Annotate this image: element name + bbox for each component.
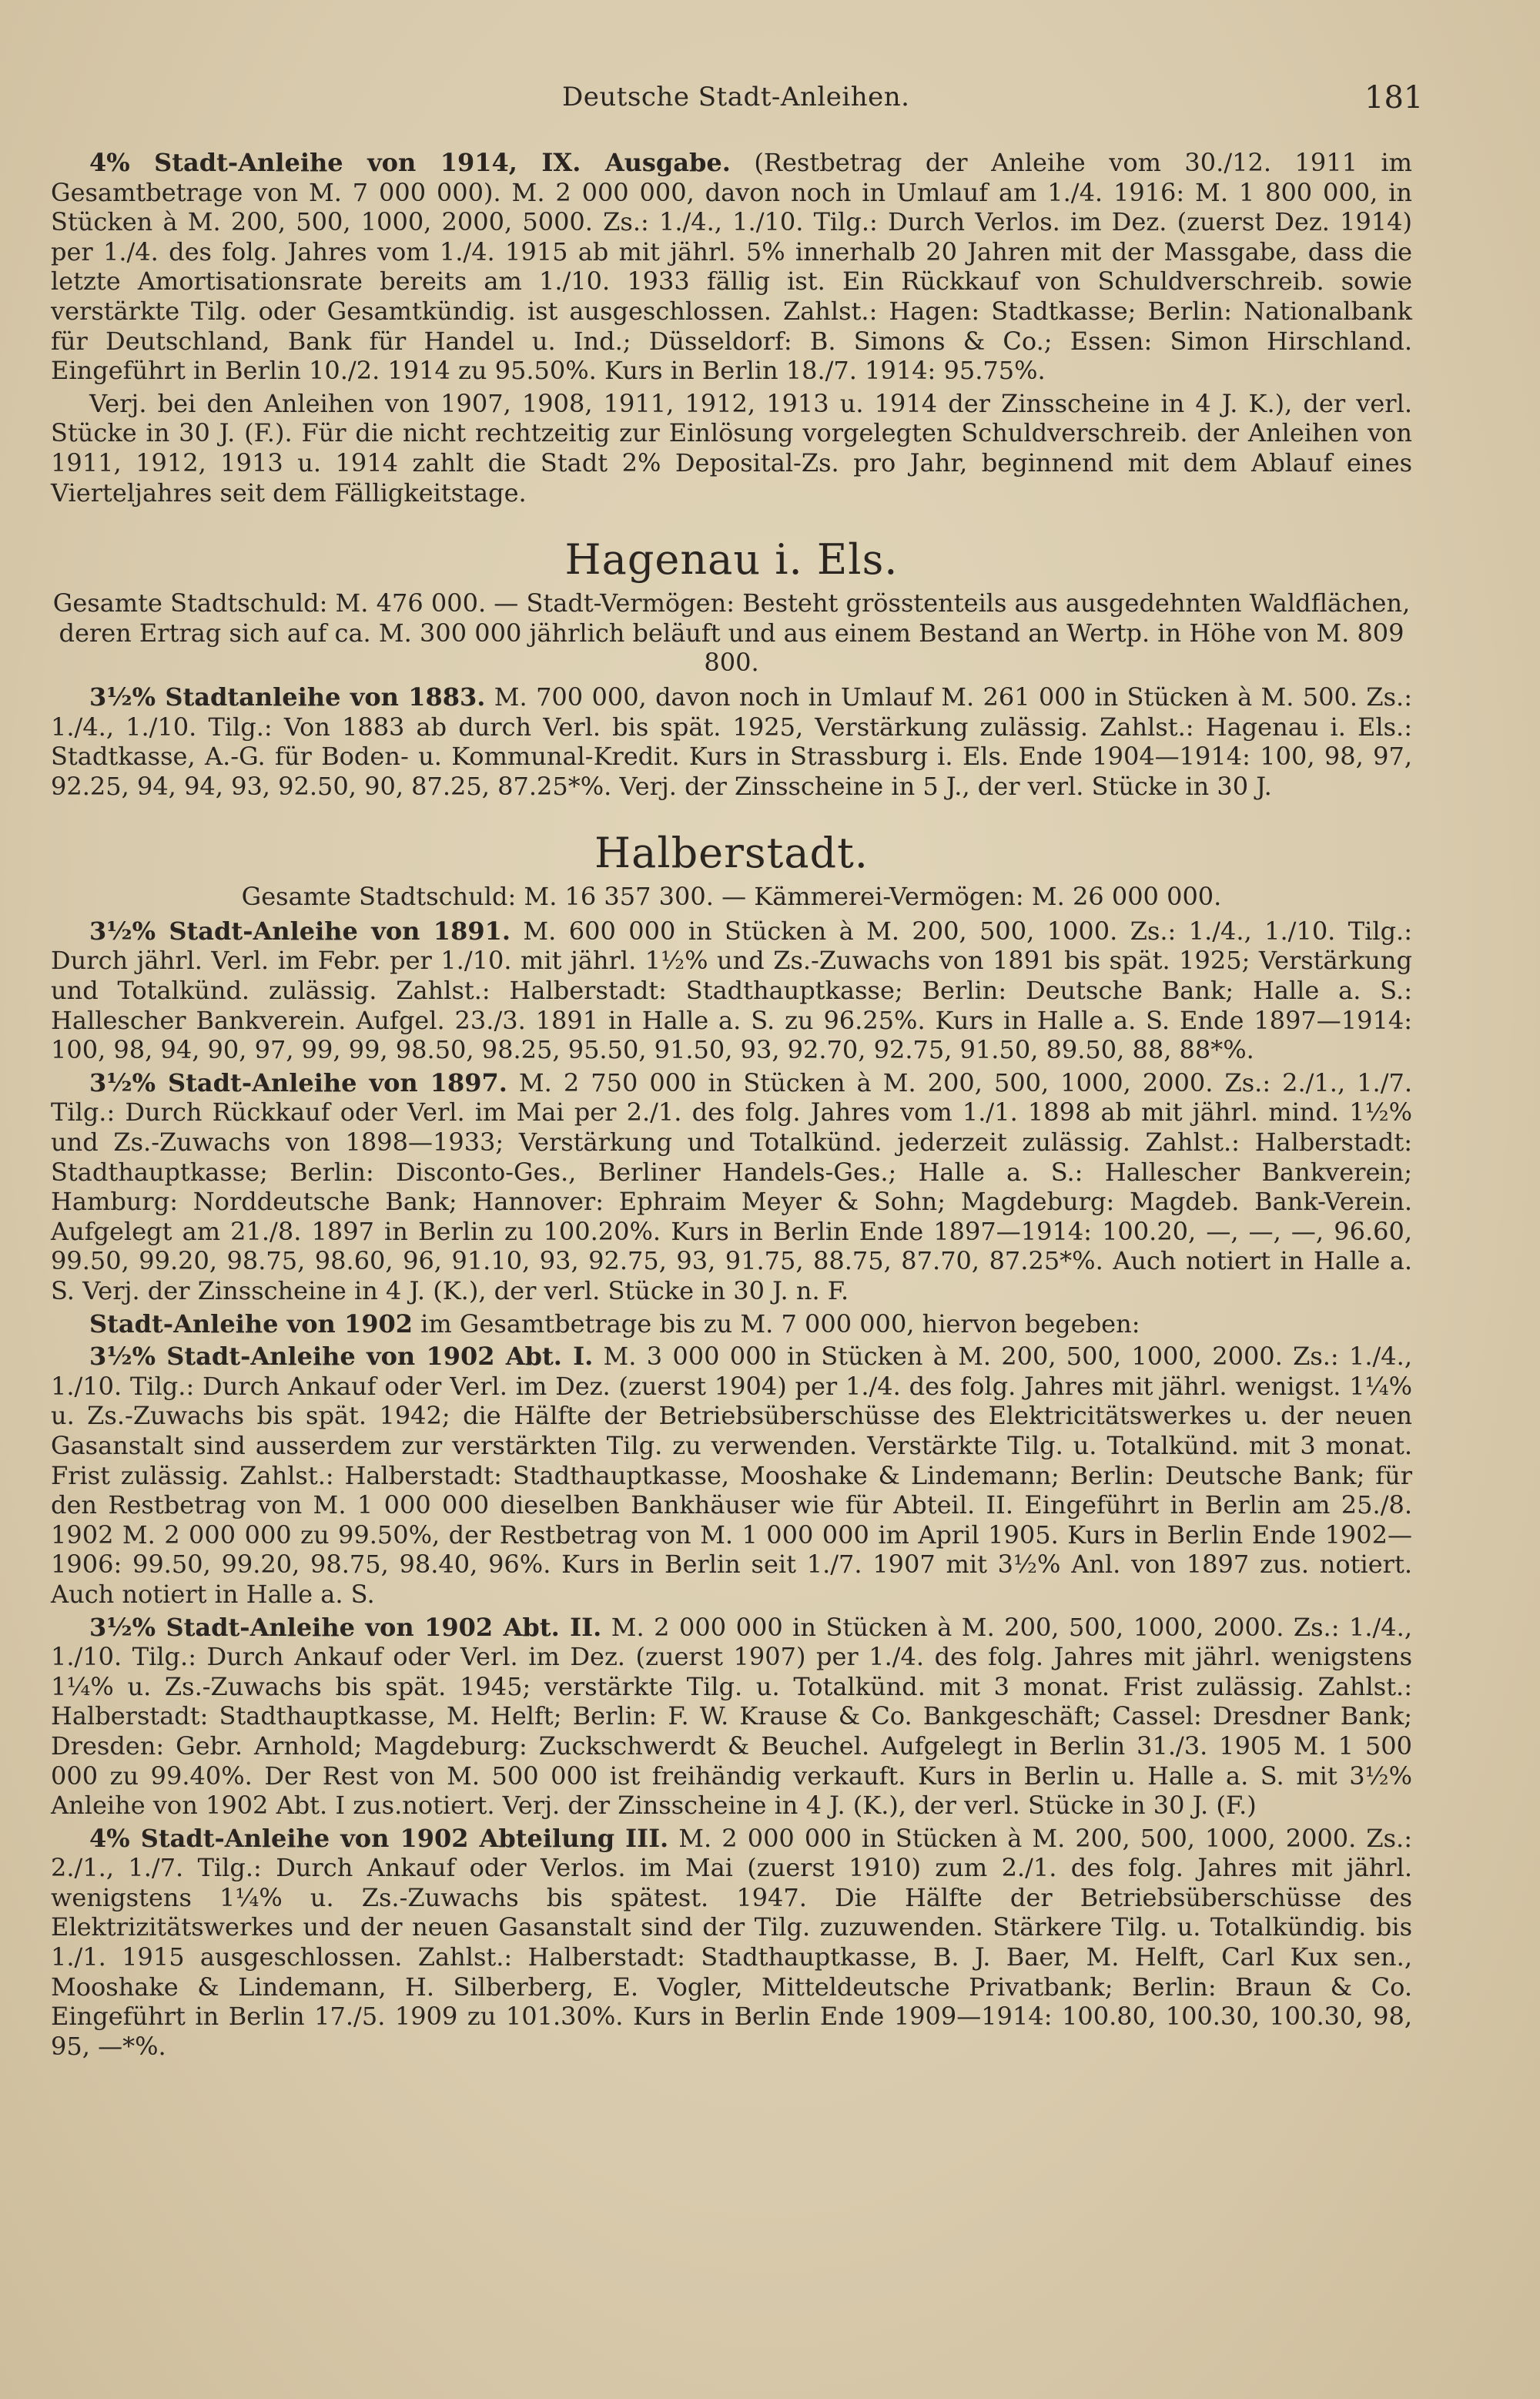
bond-text: M. 600 000 in Stücken à M. 200, 500, 1000. Zs.: 1./4., 1./10. Tilg.: Durch jährl. Verl. im Febr. per 1./10. mit jährl. 1½% und Zs.-Zuwachs von 1891 bis spät. 1925; Verstärkung und Totalkünd. zulässig. Zahlst.: Halberstadt: Stadthauptkasse; Berlin: Deutsche Bank; Halle a. S.: Hallescher Bankverein. Aufgel. 23./3. 1891 in Halle a. S. zu 96.25%. Kurs in Halle a. S. Ende 1897—1914: 100, 98, 94, 90, 97, 99, 99, 98.50, 98.25, 95.50, 91.50, 93, 92.70, 92.75, 91.50, 89.50, 88, 88*%. <box>51 916 1413 1065</box>
paragraph-halberstadt-1902-abt1 <box>51 1342 1412 1609</box>
city-heading-halberstadt: Halberstadt. <box>594 829 869 878</box>
bond-text: M. 700 000, davon noch in Umlauf M. 261 000 in Stücken à M. 500. Zs.: 1./4., 1./10. Tilg.: Von 1883 ab durch Verl. bis spät. 1925, Verstärkung zulässig. Zahlst.: Hagenau i. Els.: Stadtkasse, A.-G. für Boden- u. Kommunal-Kredit. Kurs in Strassburg i. Els. Ende 1904—1914: 100, 98, 97, 92.25, 94, 94, 93, 92.50, 90, 87.25, 87.25*%. Verj. der Zinsscheine in 5 J., der verl. Stücke in 30 J. <box>51 682 1413 801</box>
bond-heading: Stadt-Anleihe von 1902 <box>89 1308 413 1339</box>
bond-heading: 3½% Stadt-Anleihe von 1897. <box>89 1067 507 1097</box>
paragraph-halberstadt-1891 <box>51 916 1412 1065</box>
paragraph-hagenau-1883 <box>51 682 1412 801</box>
bond-heading: 3½% Stadtanleihe von 1883. <box>89 682 486 712</box>
bond-heading: 4% Stadt-Anleihe von 1902 Abteilung III. <box>89 1823 669 1853</box>
bond-heading: 3½% Stadt-Anleihe von 1902 Abt. II. <box>89 1612 602 1642</box>
paragraph-verjaehrung: Verj. bei den Anleihen von 1907, 1908, 1911, 1912, 1913 u. 1914 der Zinsscheine in 4 J. K.), der verl. Stücke in 30 J. (F.). Für die nicht rechtzeitig zur Einlösung vorgelegten Schuldverschreib. der Anleihen von 1911, 1912, 1913 u. 1914 zahlt die Stadt 2% Deposital-Zs. pro Jahr, beginnend mit dem Ablauf eines Vierteljahres seit dem Fälligkeitstage. <box>51 388 1412 508</box>
bond-text: M. 2 000 000 in Stücken à M. 200, 500, 1000, 2000. Zs.: 1./4., 1./10. Tilg.: Durch Ankauf oder Verl. im Dez. (zuerst 1907) per 1./4. des folg. Jahres mit jährl. wenigstens 1¼% u. Zs.-Zuwachs bis spät. 1945; verstärkte Tilg. u. Totalkünd. mit 3 monat. Frist zulässig. Zahlst.: Halberstadt: Stadthauptkasse, M. Helft; Berlin: F. W. Krause & Co. Bankgeschäft; Cassel: Dresdner Bank; Dresden: Gebr. Arnhold; Magdeburg: Zuckschwerdt & Beuchel. Aufgelegt in Berlin 31./3. 1905 M. 1 500 000 zu 99.40%. Der Rest von M. 500 000 ist freihändig verkauft. Kurs in Berlin u. Halle a. S. mit 3½% Anleihe von 1902 Abt. I zus.notiert. Verj. der Zinsscheine in 4 J. (K.), der verl. Stücke in 30 J. (F.) <box>51 1612 1413 1821</box>
bond-heading: 3½% Stadt-Anleihe von 1902 Abt. I. <box>89 1342 594 1372</box>
paragraph-halberstadt-1897 <box>51 1068 1412 1306</box>
city-intro-halberstadt: Gesamte Stadtschuld: M. 16 357 300. — Kämmerei-Vermögen: M. 26 000 000. <box>241 882 1222 912</box>
bond-text: M. 2 750 000 in Stücken à M. 200, 500, 1000, 2000. Zs.: 2./1., 1./7. Tilg.: Durch Rückkauf oder Verl. im Mai per 2./1. des folg. Jahres vom 1./1. 1898 ab mit jährl. mind. 1½% und Zs.-Zuwachs von 1898—1933; Verstärkung und Totalkünd. jederzeit zulässig. Zahlst.: Halberstadt: Stadthauptkasse; Berlin: Disconto-Ges., Berliner Handels-Ges.; Halle a. S.: Hallescher Bankverein; Hamburg: Norddeutsche Bank; Hannover: Ephraim Meyer & Sohn; Magdeburg: Magdeb. Bank-Verein. Aufgelegt am 21./8. 1897 in Berlin zu 100.20%. Kurs in Berlin Ende 1897—1914: 100.20, —, —, —, 96.60, 99.50, 99.20, 98.75, 98.60, 96, 91.10, 93, 92.75, 93, 91.75, 88.75, 87.70, 87.25*%. Auch notiert in Halle a. S. Verj. der Zinsscheine in 4 J. (K.), der verl. Stücke in 30 J. n. F. <box>51 1067 1413 1305</box>
bond-text: M. 3 000 000 in Stücken à M. 200, 500, 1000, 2000. Zs.: 1./4., 1./10. Tilg.: Durch Ankauf oder Verl. im Dez. (zuerst 1904) per 1./4. des folg. Jahres mit jährl. wenigst. 1¼% u. Zs.-Zuwachs bis spät. 1942; die Hälfte der Betriebsüberschüsse des Elektricitätswerkes u. der neuen Gasanstalt sind ausserdem zur verstärkten Tilg. zu verwenden. Verstärkte Tilg. u. Totalkünd. mit 3 monat. Frist zulässig. Zahlst.: Halberstadt: Stadthauptkasse, Mooshake & Lindemann; Berlin: Deutsche Bank; für den Restbetrag von M. 1 000 000 dieselben Bankhäuser wie für Abteil. II. Eingeführt in Berlin am 25./8. 1902 M. 2 000 000 zu 99.50%, der Restbetrag von M. 1 000 000 im April 1905. Kurs in Berlin Ende 1902—1906: 99.50, 99.20, 98.75, 98.40, 96%. Kurs in Berlin seit 1./7. 1907 mit 3½% Anl. von 1897 zus. notiert. Auch notiert in Halle a. S. <box>51 1342 1413 1609</box>
bond-heading: 4% Stadt-Anleihe von 1914, IX. Ausgabe. <box>89 148 731 177</box>
bond-text: (Restbetrag der Anleihe vom 30./12. 1911 im Gesamtbetrage von M. 7 000 000). M. 2 000 000, davon noch in Umlauf am 1./4. 1916: M. 1 800 000, in Stücken à M. 200, 500, 1000, 2000, 5000. Zs.: 1./4., 1./10. Tilg.: Durch Verlos. im Dez. (zuerst Dez. 1914) per 1./4. des folg. Jahres vom 1./4. 1915 ab mit jährl. 5% innerhalb 20 Jahren mit der Massgabe, dass die letzte Amortisationsrate bereits am 1./10. 1933 fällig ist. Ein Rückkauf von Schuldverschreib. sowie verstärkte Tilg. oder Gesamtkündig. ist ausgeschlossen. Zahlst.: Hagen: Stadtkasse; Berlin: Nationalbank für Deutschland, Bank für Handel u. Ind.; Düsseldorf: B. Simons & Co.; Essen: Simon Hirschland. Eingeführt in Berlin 10./2. 1914 zu 95.50%. Kurs in Berlin 18./7. 1914: 95.75%. <box>51 148 1412 386</box>
paragraph-halberstadt-1902 <box>51 1309 1412 1339</box>
bond-text: M. 2 000 000 in Stücken à M. 200, 500, 1000, 2000. Zs.: 2./1., 1./7. Tilg.: Durch Ankauf oder Verlos. im Mai (zuerst 1910) zum 2./1. des folg. Jahres mit jährl. wenigstens 1¼% u. Zs.-Zuwachs bis spätest. 1947. Die Hälfte der Betriebsüberschüsse des Elektrizitätswerkes und der neuen Gasanstalt sind der Tilg. zuzuwenden. Stärkere Tilg. u. Totalkündig. bis 1./1. 1915 ausgeschlossen. Zahlst.: Halberstadt: Stadthauptkasse, B. J. Baer, M. Helft, Carl Kux sen., Mooshake & Lindemann, H. Silberberg, E. Vogler, Mitteldeutsche Privatbank; Berlin: Braun & Co. Eingeführt in Berlin 17./5. 1909 zu 101.30%. Kurs in Berlin Ende 1909—1914: 100.80, 100.30, 100.30, 98, 95, —*%. <box>51 1823 1413 2061</box>
bond-heading: 3½% Stadt-Anleihe von 1891. <box>89 916 511 946</box>
paragraph-hagen-1914 <box>51 148 1412 386</box>
running-title: Deutsche Stadt-Anleihen. <box>562 82 910 112</box>
bond-text: im Gesamtbetrage bis zu M. 7 000 000, hiervon begeben: <box>413 1308 1140 1339</box>
city-intro-hagenau: Gesamte Stadtschuld: M. 476 000. — Stadt-Vermögen: Besteht grösstenteils aus ausgedehnten Waldflächen, deren Ertrag sich auf ca. M. 300 000 jährlich beläuft und aus einem Bestand an Wertp. in Höhe von M. 809 800. <box>52 588 1411 678</box>
paragraph-halberstadt-1902-abt3 <box>51 1824 1412 2062</box>
page-header <box>0 77 1540 123</box>
city-heading-hagenau: Hagenau i. Els. <box>564 535 899 585</box>
page-body <box>51 148 1412 2064</box>
page-number: 181 <box>1364 80 1424 116</box>
paragraph-halberstadt-1902-abt2 <box>51 1613 1412 1821</box>
